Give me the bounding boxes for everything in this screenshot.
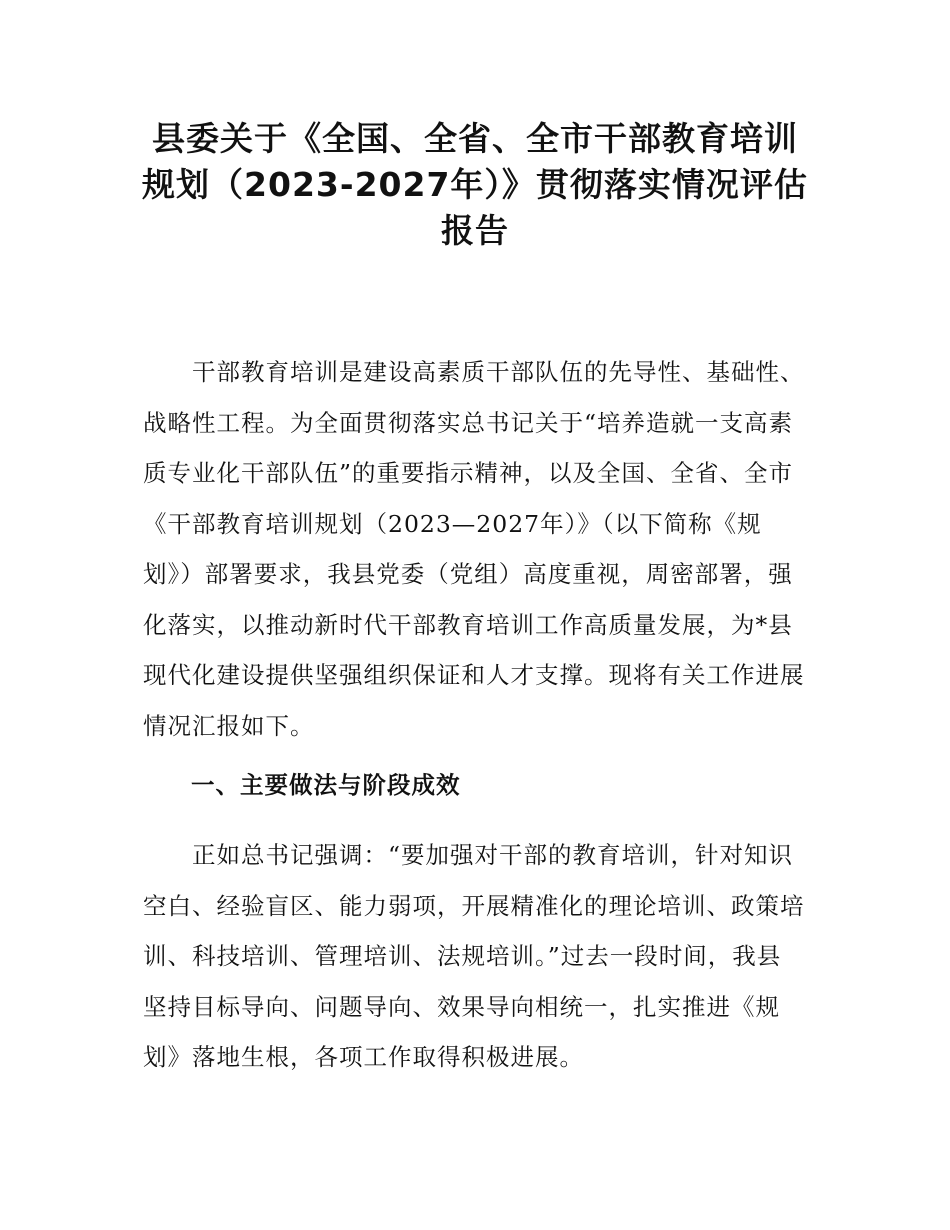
text-line: 划》落地生根，各项工作取得积极进展。 xyxy=(143,1043,584,1071)
text-line: 情况汇报如下。 xyxy=(143,711,315,740)
section-paragraph xyxy=(143,830,813,1083)
document-title xyxy=(130,116,820,254)
text-line: 空白、经验盲区、能力弱项，开展精准化的理论培训、政策培 xyxy=(143,891,805,920)
text-line: 训、科技培训、管理培训、法规培训。”过去一段时间，我县 xyxy=(143,942,782,970)
text-line: 正如总书记强调：“要加强对干部的教育培训，针对知识 xyxy=(143,841,794,869)
title-line: 规划（2023-2027年）》贯彻落实情况评估 xyxy=(142,165,808,204)
text-line: 质专业化干部队伍”的重要指示精神，以及全国、全省、全市 xyxy=(143,459,794,487)
text-line: 干部教育培训是建设高素质干部队伍的先导性、基础性、 xyxy=(143,358,805,386)
text-line: 划》）部署要求，我县党委（党组）高度重视，周密部署，强 xyxy=(143,560,793,588)
text-line: 化落实，以推动新时代干部教育培训工作高质量发展，为*县 xyxy=(143,610,793,639)
text-line: 坚持目标导向、问题导向、效果导向相统一，扎实推进《规 xyxy=(143,992,780,1021)
text-line: 战略性工程。为全面贯彻落实总书记关于“培养造就一支高素 xyxy=(143,408,794,437)
title-line: 县委关于《全国、全省、全市干部教育培训 xyxy=(152,119,798,158)
title-line: 报告 xyxy=(441,211,509,250)
text-line: 现代化建设提供坚强组织保证和人才支撑。现将有关工作进展 xyxy=(143,661,805,689)
section-heading: 一、主要做法与阶段成效 xyxy=(191,771,461,799)
intro-paragraph xyxy=(143,347,813,751)
text-line: 《干部教育培训规划（2023—2027年）》（以下简称《规 xyxy=(143,509,762,538)
